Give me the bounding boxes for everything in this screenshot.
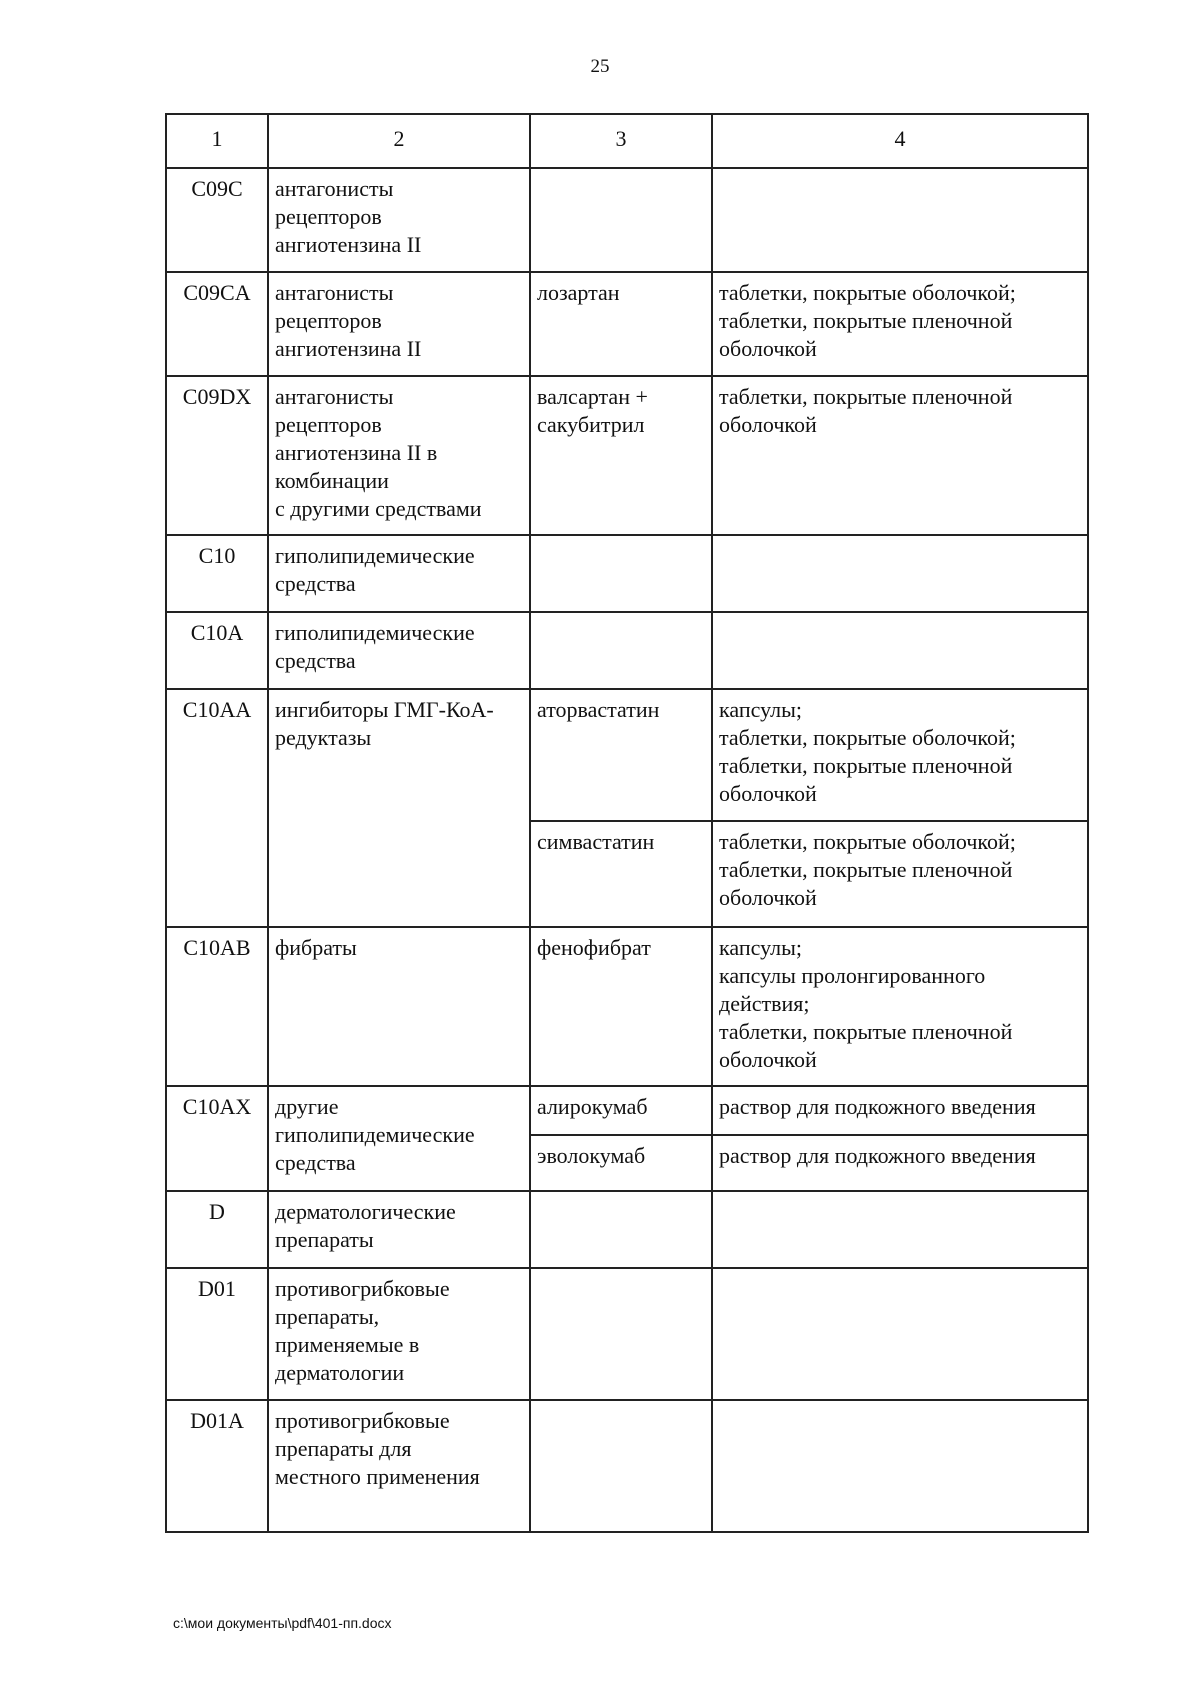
group-name-cell-line: редуктазы xyxy=(275,725,372,750)
group-name-cell-line: местного применения xyxy=(275,1464,480,1489)
atc-code-cell: C09C xyxy=(166,168,268,272)
group-name-cell-line: антагонисты xyxy=(275,384,394,409)
drug-name-cell xyxy=(530,1268,712,1400)
drug-name-cell xyxy=(530,1191,712,1268)
dosage-form-cell xyxy=(712,272,1088,376)
group-name-cell xyxy=(268,272,530,376)
group-name-cell-line: дерматологии xyxy=(275,1360,405,1385)
group-name-cell-line: препараты для xyxy=(275,1436,412,1461)
dosage-form-cell xyxy=(712,612,1088,689)
table-row xyxy=(166,168,1088,272)
group-name-cell xyxy=(268,1191,530,1268)
drug-name-cell xyxy=(530,689,712,821)
drug-name-cell xyxy=(530,272,712,376)
drug-name-cell-line: аторвастатин xyxy=(537,697,660,722)
drug-name-cell-line: симвастатин xyxy=(537,829,655,854)
group-name-cell-line: антагонисты xyxy=(275,280,394,305)
drug-name-cell-line: валсартан + xyxy=(537,384,648,409)
group-name-cell-line: ангиотензина II xyxy=(275,232,422,257)
file-path-footer: c:\мои документы\pdf\401-пп.docx xyxy=(173,1615,392,1631)
drug-name-cell-line: сакубитрил xyxy=(537,412,645,437)
drug-name-cell xyxy=(530,927,712,1086)
drug-name-cell-line: эволокумаб xyxy=(537,1143,646,1168)
group-name-cell-line: гиполипидемические xyxy=(275,543,475,568)
dosage-form-cell-line: таблетки, покрытые пленочной xyxy=(719,384,1013,409)
column-header-4: 4 xyxy=(712,114,1088,168)
dosage-form-cell-line: оболочкой xyxy=(719,336,817,361)
dosage-form-cell-line: оболочкой xyxy=(719,885,817,910)
table-row xyxy=(166,927,1088,1086)
dosage-form-cell xyxy=(712,1268,1088,1400)
group-name-cell xyxy=(268,612,530,689)
group-name-cell-line: другие xyxy=(275,1094,339,1119)
atc-code-cell: C10AX xyxy=(166,1086,268,1191)
dosage-form-cell-line: капсулы; xyxy=(719,697,802,722)
table-row xyxy=(166,689,1088,821)
dosage-form-cell xyxy=(712,535,1088,612)
group-name-cell-line: рецепторов xyxy=(275,204,382,229)
group-name-cell-line: ангиотензина II xyxy=(275,336,422,361)
dosage-form-cell-line: таблетки, покрытые пленочной xyxy=(719,1019,1013,1044)
group-name-cell xyxy=(268,535,530,612)
table-header-row xyxy=(166,114,1088,168)
drug-name-cell xyxy=(530,376,712,535)
dosage-form-cell xyxy=(712,376,1088,535)
atc-code-cell: C10AA xyxy=(166,689,268,927)
atc-code-cell: C10AB xyxy=(166,927,268,1086)
atc-code-cell: C09CA xyxy=(166,272,268,376)
table-row xyxy=(166,272,1088,376)
dosage-form-cell-line: капсулы; xyxy=(719,935,802,960)
dosage-form-cell-line: раствор для подкожного введения xyxy=(719,1143,1036,1168)
column-header-1: 1 xyxy=(166,114,268,168)
group-name-cell xyxy=(268,689,530,927)
group-name-cell xyxy=(268,376,530,535)
drug-name-cell xyxy=(530,821,712,927)
group-name-cell-line: препараты, xyxy=(275,1304,380,1329)
group-name-cell xyxy=(268,1400,530,1532)
group-name-cell-line: препараты xyxy=(275,1227,374,1252)
dosage-form-cell xyxy=(712,1135,1088,1191)
table-row xyxy=(166,1268,1088,1400)
atc-code-cell: D01A xyxy=(166,1400,268,1532)
group-name-cell xyxy=(268,168,530,272)
group-name-cell xyxy=(268,1268,530,1400)
atc-code-cell: C10 xyxy=(166,535,268,612)
group-name-cell-line: средства xyxy=(275,1150,356,1175)
table-row xyxy=(166,612,1088,689)
atc-code-cell: D xyxy=(166,1191,268,1268)
drug-name-cell-line: алирокумаб xyxy=(537,1094,648,1119)
dosage-form-cell-line: таблетки, покрытые пленочной xyxy=(719,308,1013,333)
drug-name-cell xyxy=(530,612,712,689)
drug-name-cell-line: фенофибрат xyxy=(537,935,651,960)
group-name-cell-line: ингибиторы ГМГ-КоА- xyxy=(275,697,494,722)
dosage-form-cell-line: таблетки, покрытые оболочкой; xyxy=(719,829,1016,854)
group-name-cell-line: применяемые в xyxy=(275,1332,420,1357)
dosage-form-cell xyxy=(712,821,1088,927)
group-name-cell-line: с другими средствами xyxy=(275,496,482,521)
group-name-cell-line: антагонисты xyxy=(275,176,394,201)
atc-code-cell: C10A xyxy=(166,612,268,689)
table-row xyxy=(166,1400,1088,1532)
atc-code-cell: D01 xyxy=(166,1268,268,1400)
group-name-cell-line: рецепторов xyxy=(275,412,382,437)
atc-code-cell: C09DX xyxy=(166,376,268,535)
drug-name-cell-line: лозартан xyxy=(537,280,620,305)
group-name-cell-line: противогрибковые xyxy=(275,1276,450,1301)
dosage-form-cell xyxy=(712,1086,1088,1135)
dosage-form-cell-line: таблетки, покрытые оболочкой; xyxy=(719,725,1016,750)
group-name-cell xyxy=(268,1086,530,1191)
table-row xyxy=(166,1086,1088,1135)
dosage-form-cell xyxy=(712,168,1088,272)
table-row xyxy=(166,1191,1088,1268)
group-name-cell-line: гиполипидемические xyxy=(275,1122,475,1147)
group-name-cell-line: ангиотензина II в xyxy=(275,440,438,465)
drug-name-cell xyxy=(530,168,712,272)
dosage-form-cell xyxy=(712,1400,1088,1532)
group-name-cell-line: противогрибковые xyxy=(275,1408,450,1433)
column-header-2: 2 xyxy=(268,114,530,168)
dosage-form-cell-line: действия; xyxy=(719,991,810,1016)
drug-name-cell xyxy=(530,1086,712,1135)
group-name-cell-line: рецепторов xyxy=(275,308,382,333)
dosage-form-cell-line: оболочкой xyxy=(719,412,817,437)
dosage-form-cell-line: капсулы пролонгированного xyxy=(719,963,986,988)
group-name-cell-line: средства xyxy=(275,648,356,673)
group-name-cell-line: комбинации xyxy=(275,468,389,493)
drug-name-cell xyxy=(530,1400,712,1532)
group-name-cell xyxy=(268,927,530,1086)
group-name-cell-line: гиполипидемические xyxy=(275,620,475,645)
dosage-form-cell-line: таблетки, покрытые пленочной xyxy=(719,857,1013,882)
group-name-cell-line: дерматологические xyxy=(275,1199,456,1224)
group-name-cell-line: фибраты xyxy=(275,935,357,960)
dosage-form-cell-line: таблетки, покрытые оболочкой; xyxy=(719,280,1016,305)
table-row xyxy=(166,535,1088,612)
dosage-form-cell-line: раствор для подкожного введения xyxy=(719,1094,1036,1119)
table-row xyxy=(166,376,1088,535)
page-number: 25 xyxy=(590,56,610,77)
drug-name-cell xyxy=(530,535,712,612)
dosage-form-cell-line: оболочкой xyxy=(719,1047,817,1072)
dosage-form-cell xyxy=(712,927,1088,1086)
column-header-3: 3 xyxy=(530,114,712,168)
dosage-form-cell xyxy=(712,1191,1088,1268)
dosage-form-cell-line: таблетки, покрытые пленочной xyxy=(719,753,1013,778)
drug-classification-table xyxy=(165,113,1089,1533)
dosage-form-cell-line: оболочкой xyxy=(719,781,817,806)
drug-name-cell xyxy=(530,1135,712,1191)
group-name-cell-line: средства xyxy=(275,571,356,596)
dosage-form-cell xyxy=(712,689,1088,821)
